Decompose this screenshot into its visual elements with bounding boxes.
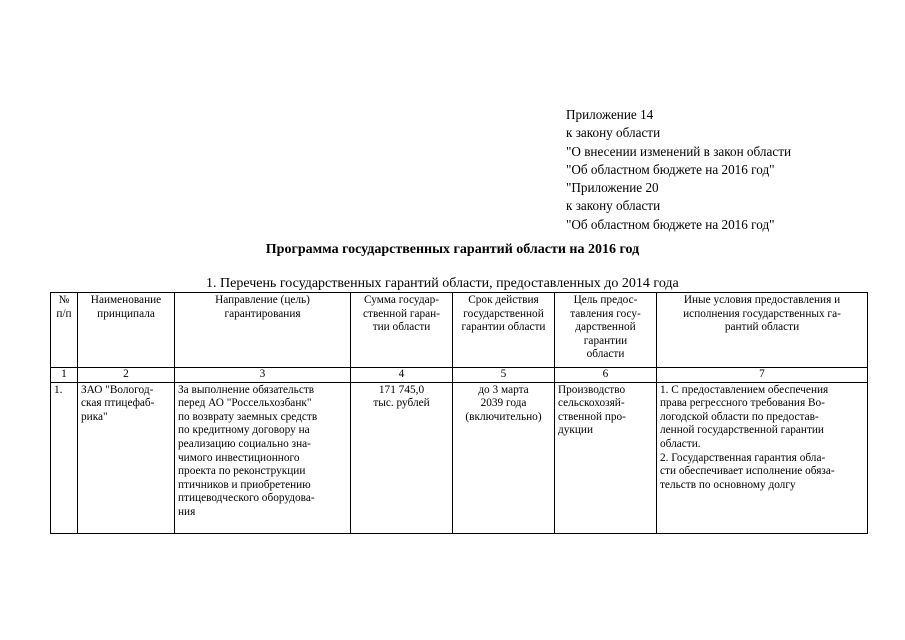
cell-line: ленной государственной гарантии bbox=[660, 424, 824, 437]
cell-line: 2039 года bbox=[480, 397, 527, 410]
header-cell bbox=[555, 293, 657, 368]
cell-line: сельскохозяй- bbox=[558, 397, 625, 410]
document-title: Программа государственных гарантий области на 2016 год bbox=[265, 242, 640, 257]
cell-line: 2. Государственная гарантия обла- bbox=[660, 451, 826, 464]
cell-line: (включительно) bbox=[465, 410, 542, 423]
section-title: 1. Перечень государственных гарантий области, предоставленных до 2014 года bbox=[206, 276, 679, 291]
header-line: Цель предос- bbox=[573, 294, 638, 306]
header-cell bbox=[453, 293, 555, 368]
header-line: тии области bbox=[372, 321, 431, 334]
row-number-cell: 1. bbox=[51, 382, 78, 533]
cell-line: ственной про- bbox=[558, 410, 626, 423]
cell-line: дукции bbox=[558, 424, 594, 437]
header-cell bbox=[51, 293, 78, 368]
column-number: 6 bbox=[555, 368, 657, 383]
cell-line: до 3 марта bbox=[478, 383, 529, 396]
header-line: тавления госу- bbox=[570, 307, 641, 320]
purpose-cell bbox=[555, 382, 657, 533]
column-number-row bbox=[51, 368, 868, 383]
cell-line: птицеводческого оборудова- bbox=[178, 492, 315, 505]
header-line: Сумма государ- bbox=[363, 294, 440, 306]
cell-line: ская птицефаб- bbox=[81, 397, 155, 410]
cell-line: 171 745,0 bbox=[378, 383, 425, 396]
cell-line: ЗАО "Вологод- bbox=[81, 383, 154, 396]
header-line: государственной bbox=[463, 307, 544, 320]
cell-line: логодской области по предостав- bbox=[660, 410, 819, 423]
guarantees-table bbox=[50, 292, 868, 534]
column-number: 4 bbox=[351, 368, 453, 383]
cell-line: Производство bbox=[558, 383, 626, 396]
cell-line: перед АО "Россельхозбанк" bbox=[178, 397, 312, 410]
header-line: исполнения государственных га- bbox=[683, 307, 841, 320]
column-number: 7 bbox=[657, 368, 868, 383]
appendix-line: "Приложение 20 bbox=[566, 180, 659, 196]
cell-line: 1. С предоставлением обеспечения bbox=[660, 383, 829, 396]
column-number: 1 bbox=[51, 368, 78, 383]
direction-cell bbox=[175, 382, 351, 533]
cell-line: птичников и приобретению bbox=[178, 478, 311, 491]
appendix-line: "О внесении изменений в закон области bbox=[566, 143, 792, 159]
header-line: рантий области bbox=[724, 321, 800, 334]
header-cell bbox=[351, 293, 453, 368]
cell-line: проекта по реконструкции bbox=[178, 465, 306, 478]
column-number: 2 bbox=[78, 368, 175, 383]
cell-line: права регрессного требования Во- bbox=[660, 397, 825, 410]
header-cell bbox=[657, 293, 868, 368]
amount-cell bbox=[351, 382, 453, 533]
appendix-line: "Об областном бюджете на 2016 год" bbox=[566, 216, 775, 232]
cell-line: За выполнение обязательств bbox=[178, 383, 315, 396]
header-line: гарантирования bbox=[224, 307, 301, 320]
header-line: гарантии bbox=[583, 334, 628, 347]
cell-line: ния bbox=[178, 505, 196, 518]
header-cell bbox=[175, 293, 351, 368]
appendix-line: Приложение 14 bbox=[566, 107, 654, 122]
header-line: дарственной bbox=[575, 321, 636, 334]
header-line: Наименование bbox=[90, 294, 162, 306]
header-line: № bbox=[58, 294, 70, 306]
appendix-line: "Об областном бюджете на 2016 год" bbox=[566, 161, 775, 177]
appendix-block bbox=[566, 106, 791, 234]
header-line: Направление (цель) bbox=[215, 294, 310, 306]
header-line: области bbox=[586, 348, 625, 361]
cell-line: области. bbox=[660, 437, 701, 450]
header-line: принципала bbox=[97, 307, 155, 320]
principal-cell bbox=[78, 382, 175, 533]
appendix-line: к закону области bbox=[566, 198, 661, 214]
column-number: 5 bbox=[453, 368, 555, 383]
cell-line: тельств по основному долгу bbox=[660, 478, 796, 491]
cell-line: рика" bbox=[81, 410, 108, 423]
cell-line: тыс. рублей bbox=[373, 397, 430, 410]
cell-line: по кредитному договору на bbox=[178, 424, 310, 437]
table-header-row bbox=[51, 293, 868, 368]
header-cell bbox=[78, 293, 175, 368]
header-line: Срок действия bbox=[468, 294, 539, 306]
term-cell bbox=[453, 382, 555, 533]
column-number: 3 bbox=[175, 368, 351, 383]
cell-line: сти обеспечивает исполнение обяза- bbox=[660, 465, 835, 478]
header-line: Иные условия предоставления и bbox=[683, 294, 841, 306]
cell-line: по возврату заемных средств bbox=[178, 410, 318, 423]
cell-line: чимого инвестиционного bbox=[178, 451, 300, 464]
cell-line: реализацию социально зна- bbox=[178, 437, 311, 450]
table-row bbox=[51, 382, 868, 533]
header-line: п/п bbox=[56, 307, 72, 320]
conditions-cell bbox=[657, 382, 868, 533]
header-line: гарантии области bbox=[461, 321, 546, 334]
appendix-line: к закону области bbox=[566, 125, 661, 141]
header-line: ственной гаран- bbox=[363, 307, 440, 320]
